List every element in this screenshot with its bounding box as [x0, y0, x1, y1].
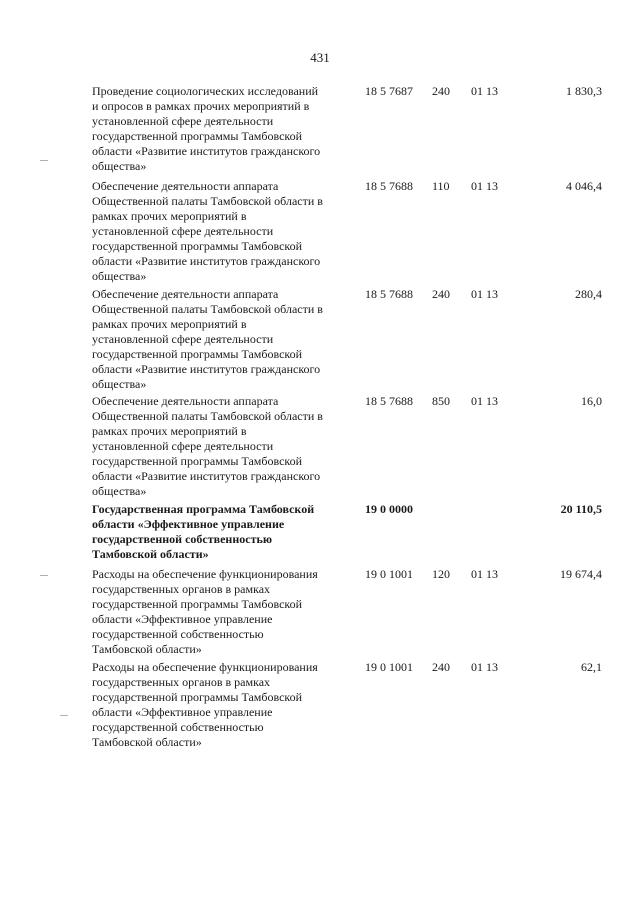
row-description: Расходы на обеспечение функционирования государственных органов в рамках государственной программы Тамбовской области «Эффективное управление государственной собственностью Тамбовской области» — [92, 660, 318, 749]
scan-margin-mark — [60, 715, 68, 716]
row-expense-type: 240 — [432, 287, 450, 301]
row-target-article: 18 5 7688 — [365, 287, 413, 301]
row-target-article: 19 0 1001 — [365, 567, 413, 581]
row-expense-type: 110 — [432, 179, 450, 193]
page-number: 431 — [310, 50, 330, 65]
row-amount: 16,0 — [581, 394, 602, 408]
row-expense-type: 240 — [432, 84, 450, 98]
row-section: 01 13 — [471, 179, 498, 193]
row-amount: 19 674,4 — [560, 567, 602, 581]
row-amount: 4 046,4 — [566, 179, 602, 193]
row-target-article: 18 5 7688 — [365, 394, 413, 408]
row-target-article: 19 0 1001 — [365, 660, 413, 674]
row-description: Обеспечение деятельности аппарата Общественной палаты Тамбовской области в рамках прочих мероприятий в установленной сфере деятельности государственной программы Тамбовской области «Развитие институтов гражданского общества» — [92, 394, 323, 498]
row-target-article: 18 5 7688 — [365, 179, 413, 193]
row-amount: 1 830,3 — [566, 84, 602, 98]
row-amount: 20 110,5 — [560, 502, 602, 516]
row-section: 01 13 — [471, 660, 498, 674]
row-expense-type: 240 — [432, 660, 450, 674]
row-section: 01 13 — [471, 84, 498, 98]
row-expense-type: 120 — [432, 567, 450, 581]
row-section: 01 13 — [471, 287, 498, 301]
row-amount: 62,1 — [581, 660, 602, 674]
row-description: Обеспечение деятельности аппарата Общественной палаты Тамбовской области в рамках прочих мероприятий в установленной сфере деятельности государственной программы Тамбовской области «Развитие институтов гражданского общества» — [92, 179, 323, 283]
scan-margin-mark — [40, 575, 48, 576]
row-description: Расходы на обеспечение функционирования государственных органов в рамках государственной программы Тамбовской области «Эффективное управление государственной собственностью Тамбовской области» — [92, 567, 318, 656]
row-section: 01 13 — [471, 394, 498, 408]
row-description: Проведение социологических исследований и опросов в рамках прочих мероприятий в установленной сфере деятельности государственной программы Тамбовской области «Развитие институтов гражданского общества» — [92, 84, 321, 173]
row-amount: 280,4 — [575, 287, 602, 301]
row-target-article: 19 0 0000 — [365, 502, 413, 516]
row-description: Обеспечение деятельности аппарата Общественной палаты Тамбовской области в рамках прочих мероприятий в установленной сфере деятельности государственной программы Тамбовской области «Развитие институтов гражданского общества» — [92, 287, 323, 391]
row-description: Государственная программа Тамбовской области «Эффективное управление государственной собственностью Тамбовской области» — [92, 502, 315, 561]
row-target-article: 18 5 7687 — [365, 84, 413, 98]
row-section: 01 13 — [471, 567, 498, 581]
row-expense-type: 850 — [432, 394, 450, 408]
scan-margin-mark — [40, 160, 48, 161]
